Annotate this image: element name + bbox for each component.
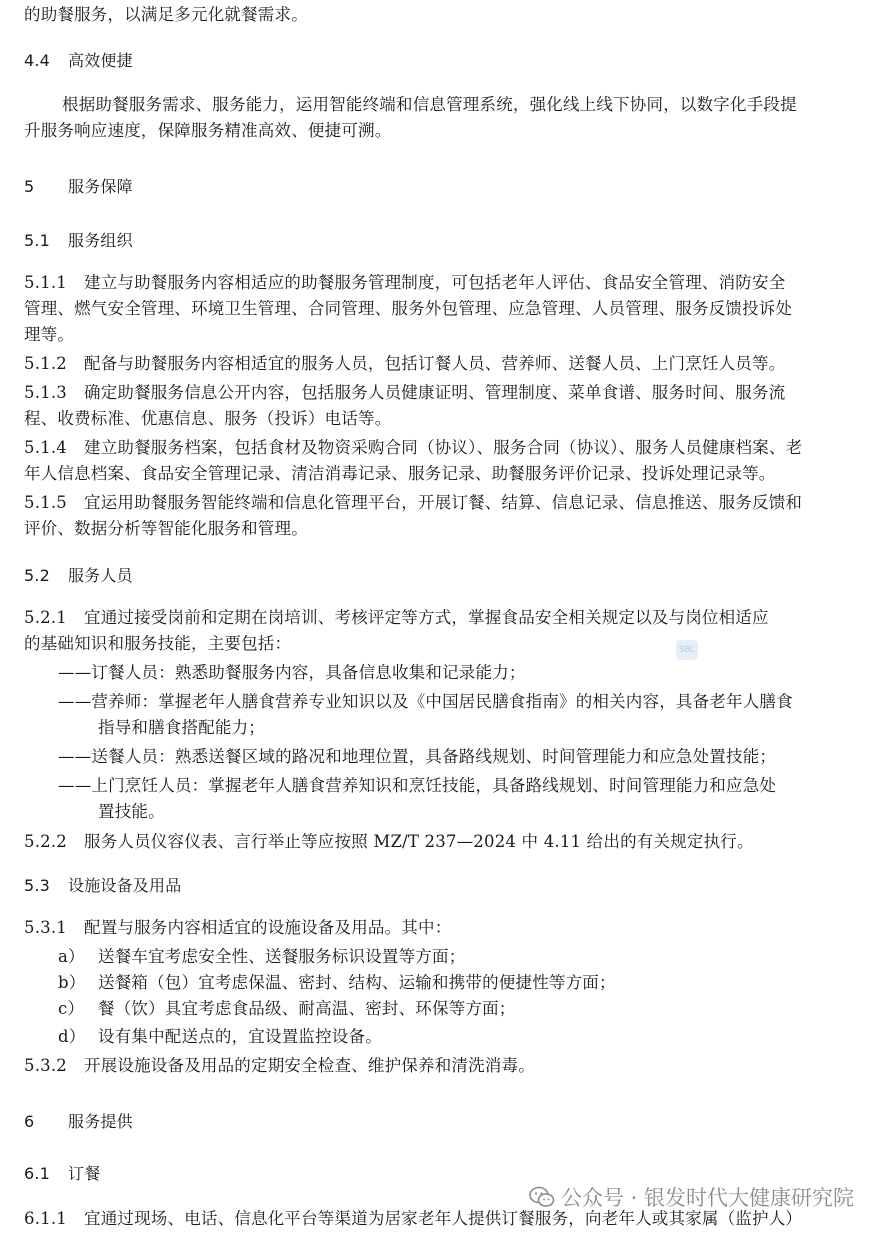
list-text: 设有集中配送点的，宜设置监控设备。 — [98, 1027, 382, 1046]
section-title: 设施设备及用品 — [68, 876, 182, 895]
clause-text: 确定助餐服务信息公开内容，包括服务人员健康证明、管理制度、菜单食谱、服务时间、服务流 — [84, 383, 786, 402]
clause-number: 5.1.3 — [24, 383, 67, 402]
dash-item-continuation: 置技能。 — [98, 802, 165, 821]
clause-5-3-2 — [24, 1053, 856, 1079]
section-number: 5.2 — [24, 566, 51, 585]
list-item-b — [58, 970, 856, 996]
section-title: 服务人员 — [68, 566, 133, 585]
clause-number: 5.2.2 — [24, 832, 67, 851]
section-title: 服务保障 — [68, 177, 133, 196]
clause-number: 5.1.4 — [24, 438, 67, 457]
section-title: 服务组织 — [68, 231, 133, 250]
clause-5-2-2 — [24, 829, 856, 855]
section-title: 服务提供 — [68, 1112, 133, 1131]
clause-text: 建立助餐服务档案，包括食材及物资采购合同（协议）、服务合同（协议）、服务人员健康档案、老 — [84, 438, 803, 457]
section-number: 5.3 — [24, 876, 51, 895]
clause-number: 5.3.1 — [24, 918, 67, 937]
list-text: 送餐箱（包）宜考虑保温、密封、结构、运输和携带的便捷性等方面； — [98, 973, 616, 992]
section-number: 6 — [24, 1112, 35, 1131]
list-text: 送餐车宜考虑安全性、送餐服务标识设置等方面； — [98, 947, 466, 966]
list-text: 餐（饮）具宜考虑食品级、耐高温、密封、环保等方面； — [98, 999, 516, 1018]
clause-text: 宜运用助餐服务智能终端和信息化管理平台，开展订餐、结算、信息记录、信息推送、服务反馈和 — [84, 493, 803, 512]
clause-number: 5.3.2 — [24, 1056, 67, 1075]
clause-text: 宜通过接受岗前和定期在岗培训、考核评定等方式，掌握食品安全相关规定以及与岗位相适应 — [84, 608, 769, 627]
list-marker: b） — [58, 973, 86, 992]
dash-item: ——订餐人员：熟悉助餐服务内容，具备信息收集和记录能力； — [58, 663, 526, 682]
paragraph-line: 理等。 — [24, 325, 75, 344]
list-marker: d） — [58, 1027, 86, 1046]
section-title: 订餐 — [68, 1164, 101, 1183]
clause-number: 5.2.1 — [24, 608, 67, 627]
clause-text: 建立与助餐服务内容相适应的助餐服务管理制度，可包括老年人评估、食品安全管理、消防安全 — [84, 273, 786, 292]
clause-text: 宜通过现场、电话、信息化平台等渠道为居家老年人提供订餐服务，向老年人或其家属（监护人） — [84, 1209, 803, 1228]
dash-item: ——送餐人员：熟悉送餐区域的路况和地理位置，具备路线规划、时间管理能力和应急处置技能； — [58, 747, 777, 766]
paragraph-line: 根据助餐服务需求、服务能力，运用智能终端和信息管理系统，强化线上线下协同，以数字化手段提 — [62, 95, 797, 114]
clause-text: 服务人员仪容仪表、言行举止等应按照 MZ/T 237—2024 中 4.11 给出的有关规定执行。 — [84, 832, 754, 851]
clause-5-1-3 — [24, 380, 856, 406]
wechat-icon — [529, 1186, 555, 1208]
clause-text: 配备与助餐服务内容相适宜的服务人员，包括订餐人员、营养师、送餐人员、上门烹饪人员等。 — [84, 354, 786, 373]
section-number: 5.1 — [24, 231, 51, 250]
stamp-mark: SBC — [676, 640, 698, 660]
paragraph-line: 升服务响应速度，保障服务精准高效、便捷可溯。 — [24, 121, 392, 140]
list-marker: c） — [58, 999, 85, 1018]
clause-5-1-2 — [24, 351, 856, 377]
clause-text: 开展设施设备及用品的定期安全检查、维护保养和清洗消毒。 — [84, 1056, 535, 1075]
section-heading-5 — [24, 174, 856, 200]
list-item-c — [58, 996, 856, 1022]
paragraph-line: 年人信息档案、食品安全管理记录、清洁消毒记录、服务记录、助餐服务评价记录、投诉处理记录等。 — [24, 464, 776, 483]
section-heading-4-4 — [24, 48, 856, 74]
clause-5-1-4 — [24, 435, 856, 461]
dash-item: ——上门烹饪人员：掌握老年人膳食营养知识和烹饪技能，具备路线规划、时间管理能力和应急处 — [58, 776, 777, 795]
clause-5-1-1 — [24, 270, 856, 296]
clause-number: 5.1.2 — [24, 354, 67, 373]
paragraph-line: 的助餐服务，以满足多元化就餐需求。 — [24, 5, 308, 24]
list-marker: a） — [58, 947, 85, 966]
list-item-d — [58, 1024, 856, 1050]
clause-number: 6.1.1 — [24, 1209, 67, 1228]
clause-text: 配置与服务内容相适宜的设施设备及用品。其中： — [84, 918, 452, 937]
dash-item: ——营养师：掌握老年人膳食营养专业知识以及《中国居民膳食指南》的相关内容，具备老年人膳食 — [58, 692, 793, 711]
section-title: 高效便捷 — [68, 51, 133, 70]
section-number: 6.1 — [24, 1164, 51, 1183]
section-heading-5-3 — [24, 873, 856, 899]
paragraph-line: 管理、燃气安全管理、环境卫生管理、合同管理、服务外包管理、应急管理、人员管理、服务反馈投诉处 — [24, 299, 793, 318]
section-heading-5-1 — [24, 228, 856, 254]
clause-5-1-5 — [24, 490, 856, 516]
clause-number: 5.1.1 — [24, 273, 67, 292]
watermark — [529, 1182, 854, 1212]
section-number: 4.4 — [24, 51, 51, 70]
clause-number: 5.1.5 — [24, 493, 67, 512]
clause-5-3-1 — [24, 915, 856, 941]
watermark-text: 公众号 · 银发时代大健康研究院 — [560, 1186, 854, 1210]
section-number: 5 — [24, 177, 35, 196]
paragraph-line: 的基础知识和服务技能，主要包括： — [24, 634, 292, 653]
paragraph-line: 程、收费标准、优惠信息、服务（投诉）电话等。 — [24, 409, 392, 428]
section-heading-6 — [24, 1109, 856, 1135]
dash-item-continuation: 指导和膳食搭配能力； — [98, 718, 265, 737]
clause-5-2-1 — [24, 605, 856, 631]
list-item-a — [58, 944, 856, 970]
paragraph-line: 评价、数据分析等智能化服务和管理。 — [24, 519, 308, 538]
section-heading-5-2 — [24, 563, 856, 589]
